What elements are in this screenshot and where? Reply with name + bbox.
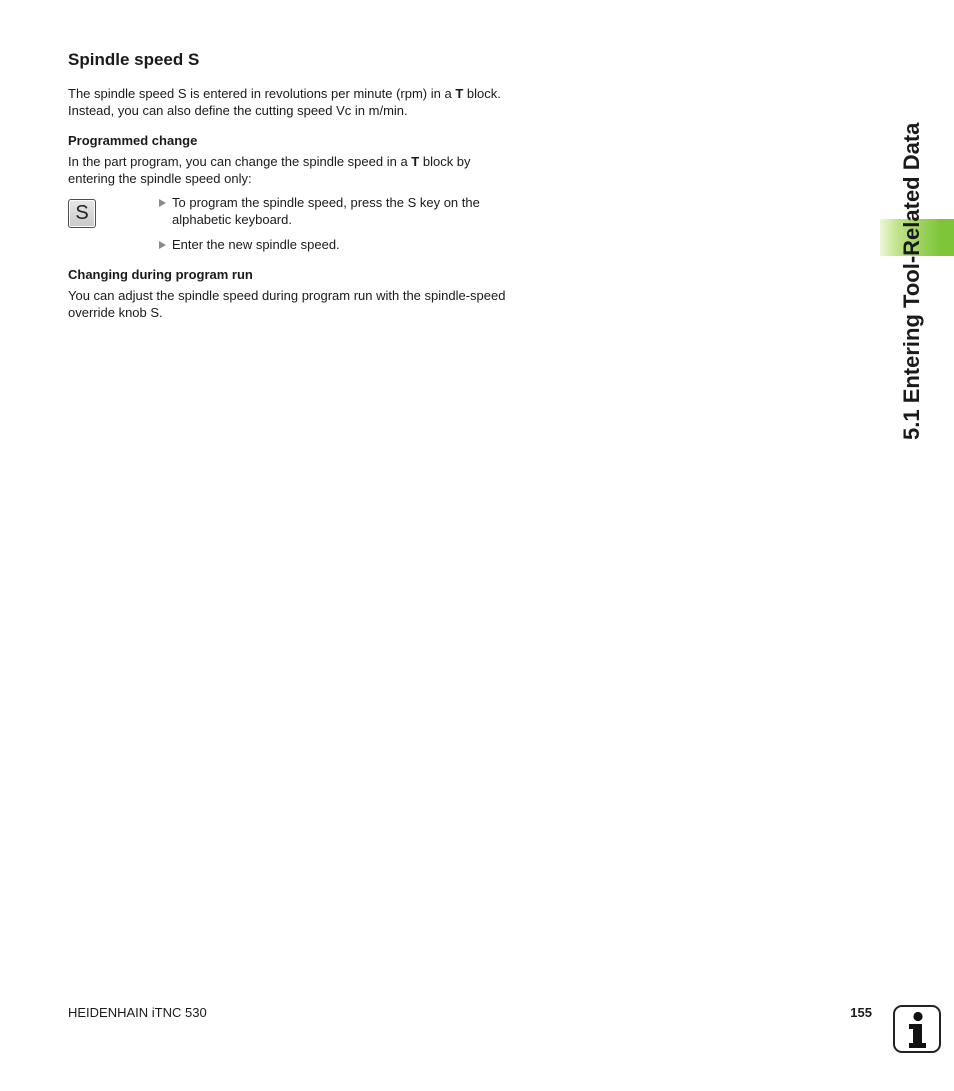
programmed-change-heading: Programmed change [68, 133, 198, 148]
intro-text-start: The spindle speed S is entered in revolutions per minute (rpm) in a [68, 86, 456, 101]
changing-during-run-heading: Changing during program run [68, 267, 253, 282]
changing-during-run-paragraph: You can adjust the spindle speed during program run with the spindle-speed override knob S. [68, 288, 506, 320]
info-icon [893, 1005, 941, 1053]
page-number: 155 [850, 1005, 872, 1020]
intro-paragraph [68, 86, 518, 119]
intro-text-end: block. Instead, you can also define the cutting speed Vc in m/min. [68, 86, 501, 118]
intro-block-code: T [455, 86, 464, 101]
programmed-change-text-end: block by entering the spindle speed only: [68, 154, 471, 186]
programmed-change-paragraph [68, 154, 518, 187]
step-text: To program the spindle speed, press the S key on the alphabetic keyboard. [172, 195, 480, 227]
section-title: Spindle speed S [68, 50, 200, 69]
programmed-change-text-start: In the part program, you can change the spindle speed in a [68, 154, 412, 169]
step-text: Enter the new spindle speed. [172, 237, 340, 252]
chapter-side-title: 5.1 Entering Tool-Related Data [899, 122, 924, 440]
info-icon-glyph [895, 1007, 939, 1051]
programmed-change-block-code: T [411, 154, 420, 169]
s-key-icon: S [68, 199, 96, 228]
footer-product-name: HEIDENHAIN iTNC 530 [68, 1005, 207, 1020]
step-item [159, 237, 515, 254]
step-arrow-icon [159, 241, 166, 249]
step-arrow-icon [159, 199, 166, 207]
step-item [159, 195, 515, 228]
